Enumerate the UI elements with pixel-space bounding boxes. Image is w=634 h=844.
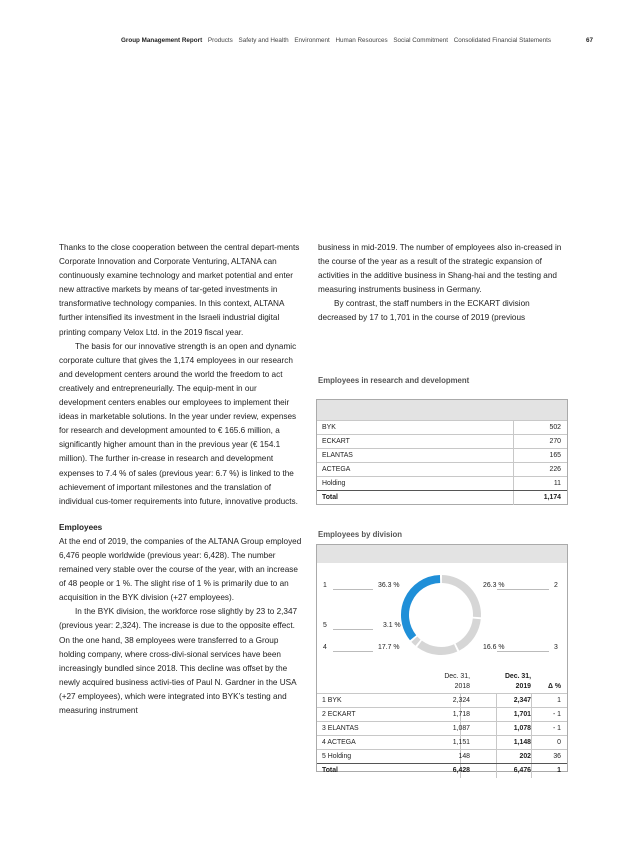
chart-label-number: 2 [554,582,558,589]
page-number: 67 [586,37,594,44]
division-panel [316,544,568,772]
paragraph: By contrast, the staff numbers in the ECKART division decreased by 17 to 1,701 in the course of 2019 (previous [318,299,530,323]
donut-segment-1 [405,579,440,638]
column-header-delta: Δ % [548,683,561,690]
table-row: BYK 502 [317,420,567,434]
paragraph: In the BYK division, the workforce rose slightly by 23 to 2,347 (previous year: 2,324). The increase is due to the opposite effect. On the one hand, 38 employees were transferred to a Group holding company, where cross-divi-sional services have been increasingly bundled since 2018. This decline was offset by the newly acquired business activi-ties of Paul N. Gardner in the USA (+27 employees), which were integrated into BYK’s testing and measuring instrument [59,607,298,715]
rd-table-header-band [317,400,567,420]
paragraph: The basis for our innovative strength is an open and dynamic corporate culture that gives the 1,174 employees in our research and development centers around the world the freedom to act creatively and entrepreneurially. The equip-ment in our development centers enables our employees to implement their ideas in marketable solutions. In the year under review, expenses for research and development amounted to € 165.6 million, a significantly higher amount than in the previous year (€ 154.1 million). The further in-crease in research and development expenses to 7.4 % of sales (previous year: 6.7 %) is linked to the achievement of important milestones and the translation of individual cus-tomer requirements into future, innovative products. [59,341,298,506]
chart-label-percent: 26.3 % [483,582,505,589]
donut-segment-4 [420,644,456,651]
chart-label-number: 1 [323,582,327,589]
donut-segment-2 [442,579,477,617]
nav-social-commitment[interactable]: Social Commitment [393,37,448,44]
table-row: 4 ACTEGA 1,151 1,148 0 [317,735,567,749]
table-row: 2 ECKART 1,718 1,701 - 1 [317,707,567,721]
chart-label-number: 5 [323,622,327,629]
chart-label-number: 3 [554,644,558,651]
paragraph: At the end of 2019, the companies of the ALTANA Group employed 6,476 people worldwide (previous year: 6,428). The number remained very stable over the course of the year, with an increase of 48 people or 1 %. The slight rise of 1 % is primarily due to an acquisition in the BYK division (+27 employees). [59,536,302,603]
chart-label-percent: 17.7 % [378,644,400,651]
table-row: ECKART 270 [317,434,567,448]
chart-label-percent: 16.6 % [483,644,505,651]
nav-human-resources[interactable]: Human Resources [335,37,388,44]
donut-segment-3 [457,619,476,647]
chart-label-percent: 3.1 % [383,622,401,629]
nav-consolidated-financial-statements[interactable]: Consolidated Financial Statements [453,37,552,44]
nav-environment[interactable]: Environment [294,37,330,44]
right-column [318,241,566,326]
section-heading-employees: Employees [59,522,103,532]
paragraph: business in mid-2019. The number of employees also in-creased in the course of the year as a result of the strategic expansion of activities in the additive business in Shang-hai and the testing and measuring instruments business in Germany. [318,243,562,295]
table-row: ACTEGA 226 [317,462,567,476]
left-column [59,241,305,718]
column-header-2019: Dec. 31, 2019 [504,673,531,690]
paragraph: Thanks to the close cooperation between the central depart-ments Corporate Innovation and Corporate Venturing, ALTANA can continuously examine technology and market potential and enter new attractive markets by means of tar-geted investments in transformative technology companies. In this context, ALTANA further intensified its investment in the Israeli industrial digital printing company Velox Ltd. in the 2019 fiscal year. [59,243,300,337]
table-total-row: Total 1,174 [317,490,567,504]
rd-table [316,399,568,505]
table-row: 5 Holding 148 202 36 [317,749,567,763]
column-header-2018: Dec. 31, 2018 [444,673,470,690]
table-header [317,669,567,693]
table-row: ELANTAS 165 [317,448,567,462]
page-header [0,37,634,49]
chart-label-percent: 36.3 % [378,582,400,589]
nav-safety-and-health[interactable]: Safety and Health [238,37,289,44]
table-row: Holding 11 [317,476,567,490]
donut-segment-5 [414,639,418,643]
division-table [317,669,567,777]
nav-products[interactable]: Products [207,37,233,44]
table-row: 1 BYK 2,324 2,347 1 [317,693,567,707]
rd-table-title: Employees in research and development [318,376,470,385]
header-nav [121,37,555,44]
division-title: Employees by division [318,530,403,539]
chart-label-number: 4 [323,644,327,651]
nav-group-management-report[interactable]: Group Management Report [121,37,203,44]
table-row: 3 ELANTAS 1,087 1,078 - 1 [317,721,567,735]
table-total-row: Total 6,428 6,476 1 [317,763,567,777]
